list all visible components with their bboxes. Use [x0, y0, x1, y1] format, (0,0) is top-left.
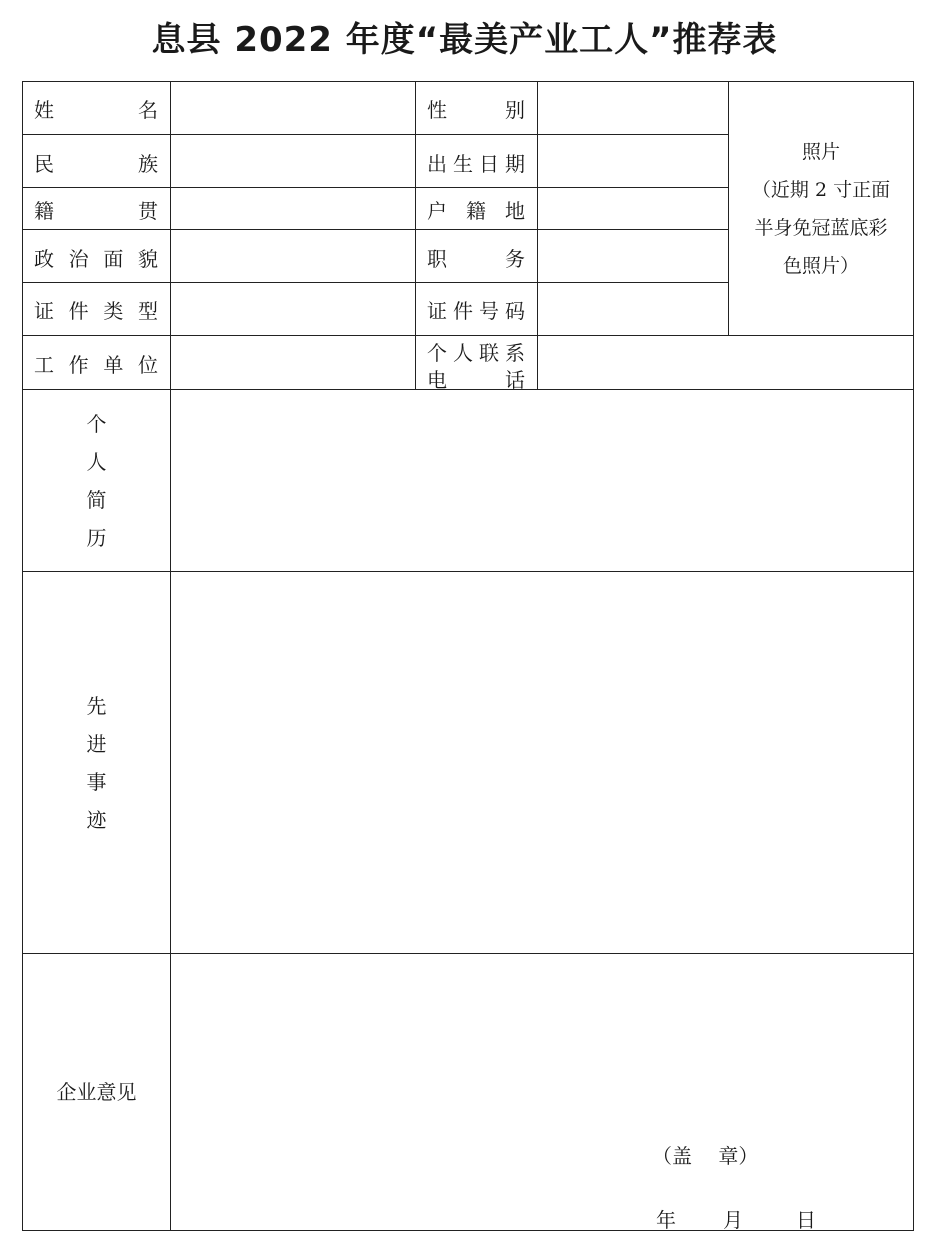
page-title: 息县 2022 年度“最美产业工人”推荐表	[151, 20, 778, 60]
achievements-field[interactable]	[171, 572, 913, 953]
company-opinion-field[interactable]	[171, 954, 913, 1230]
household-registration-field[interactable]	[538, 188, 728, 229]
label-ethnicity: 民 族	[34, 152, 158, 176]
ethnicity-field[interactable]	[171, 135, 415, 187]
label-id-number: 证 件 号 码	[427, 299, 525, 323]
label-resume: 个 人 简 历	[86, 411, 107, 550]
contact-phone-field[interactable]	[538, 336, 913, 389]
label-gender: 性 别	[427, 98, 525, 122]
date-day-label: 日	[796, 1208, 816, 1232]
resume-field[interactable]	[171, 390, 913, 571]
label-work-unit: 工 作 单 位	[34, 353, 158, 377]
photo-label: 照片	[801, 140, 840, 163]
photo-hint-line-3: 色照片）	[782, 254, 859, 277]
label-political-status: 政 治 面 貌	[34, 247, 158, 271]
label-contact-line-2: 电 话	[427, 368, 525, 392]
label-name: 姓 名	[34, 98, 158, 122]
seal-label: （盖 章）	[652, 1144, 759, 1168]
work-unit-field[interactable]	[171, 336, 415, 389]
id-type-field[interactable]	[171, 283, 415, 335]
gender-field[interactable]	[538, 82, 728, 134]
label-birth-date: 出 生 日 期	[427, 152, 525, 176]
native-place-field[interactable]	[171, 188, 415, 229]
label-id-type: 证 件 类 型	[34, 299, 158, 323]
photo-hint-line-2: 半身免冠蓝底彩	[754, 216, 888, 239]
photo-hint-line-1: （近期 2 寸正面	[751, 178, 891, 201]
date-month-label: 月	[723, 1208, 743, 1232]
label-company-opinion: 企业意见	[56, 1080, 137, 1104]
label-contact-line-1: 个 人 联 系	[427, 341, 525, 365]
label-native-place: 籍 贯	[34, 199, 158, 223]
label-household-registration: 户 籍 地	[427, 199, 525, 223]
photo-placeholder[interactable]	[729, 82, 913, 335]
date-year-label: 年	[656, 1208, 676, 1232]
political-status-field[interactable]	[171, 230, 415, 282]
id-number-field[interactable]	[538, 283, 728, 335]
name-field[interactable]	[171, 82, 415, 134]
label-position: 职 务	[427, 247, 525, 271]
birth-date-field[interactable]	[538, 135, 728, 187]
label-achievements: 先 进 事 迹	[86, 693, 107, 832]
position-field[interactable]	[538, 230, 728, 282]
